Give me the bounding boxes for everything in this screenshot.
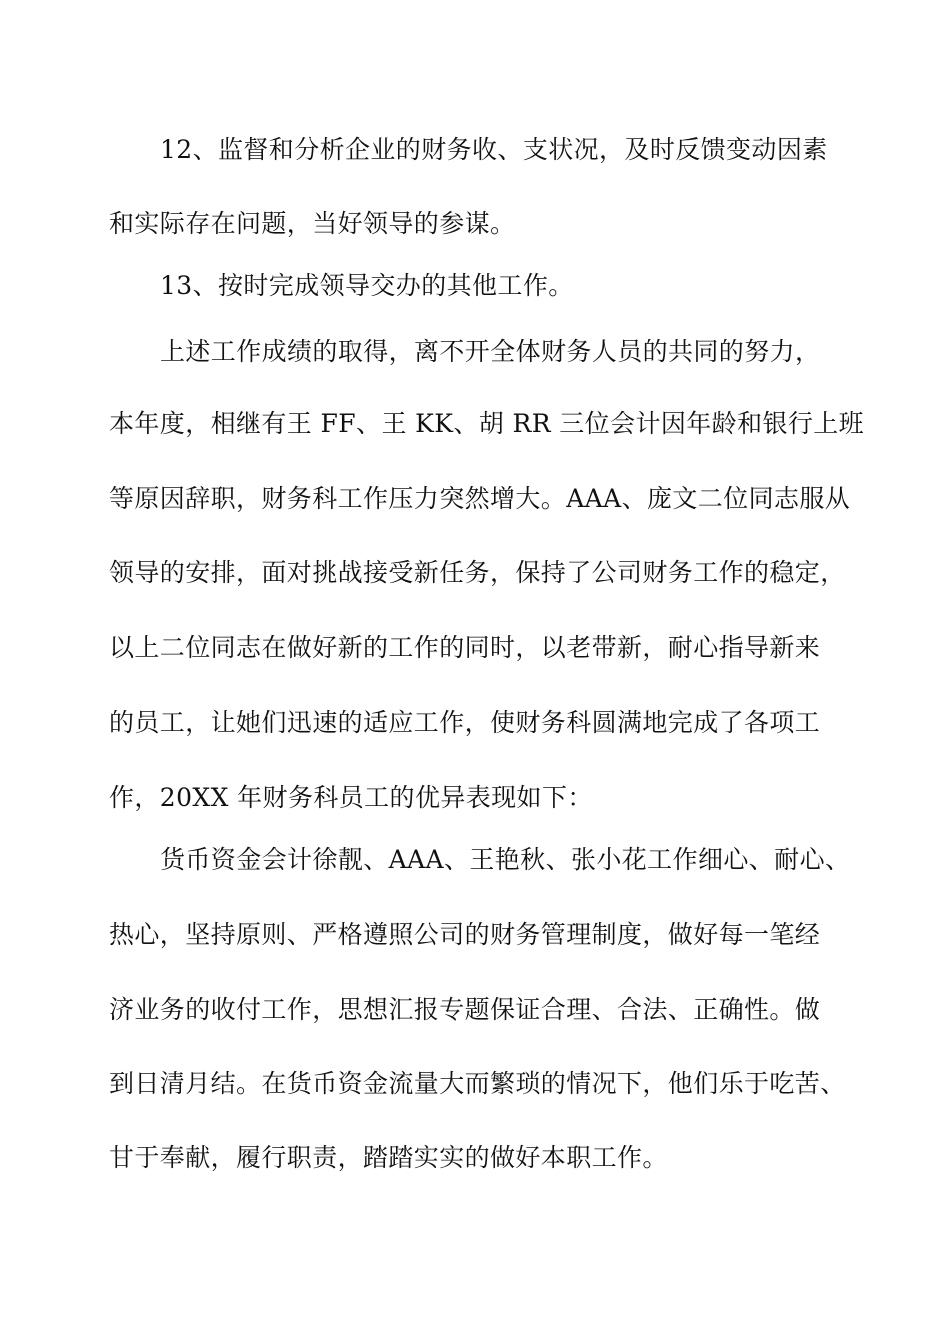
paragraph-13-line-1: 13、按时完成领导交办的其他工作。 [160, 271, 574, 300]
cash-accountants-paragraph-line-3: 济业务的收付工作，思想汇报专题保证合理、合法、正确性。做 [109, 995, 821, 1024]
paragraph-12-line-1: 12、监督和分析企业的财务收、支状况，及时反馈变动因素 [160, 135, 828, 164]
summary-paragraph-line-6: 的员工，让她们迅速的适应工作，使财务科圆满地完成了各项工 [109, 708, 821, 737]
summary-paragraph-line-4: 领导的安排，面对挑战接受新任务，保持了公司财务工作的稳定， [109, 558, 846, 587]
cash-accountants-paragraph-line-5: 甘于奉献，履行职责，踏踏实实的做好本职工作。 [109, 1143, 668, 1172]
cash-accountants-paragraph-line-4: 到日清月结。在货币资金流量大而繁琐的情况下，他们乐于吃苦、 [109, 1069, 846, 1098]
summary-paragraph-line-2: 本年度，相继有王 FF、王 KK、胡 RR 三位会计因年龄和银行上班 [109, 409, 865, 438]
summary-paragraph-line-7: 作，20XX 年财务科员工的优异表现如下： [109, 783, 593, 812]
summary-paragraph-line-1: 上述工作成绩的取得，离不开全体财务人员的共同的努力， [160, 337, 821, 366]
paragraph-12-line-2: 和实际存在问题，当好领导的参谋。 [109, 209, 516, 238]
cash-accountants-paragraph-line-2: 热心，坚持原则、严格遵照公司的财务管理制度，做好每一笔经 [109, 920, 821, 949]
summary-paragraph-line-5: 以上二位同志在做好新的工作的同时，以老带新，耐心指导新来 [109, 633, 821, 662]
summary-paragraph-line-3: 等原因辞职，财务科工作压力突然增大。AAA、庞文二位同志服从 [109, 484, 851, 513]
cash-accountants-paragraph-line-1: 货币资金会计徐靓、AAA、王艳秋、张小花工作细心、耐心、 [160, 845, 851, 874]
